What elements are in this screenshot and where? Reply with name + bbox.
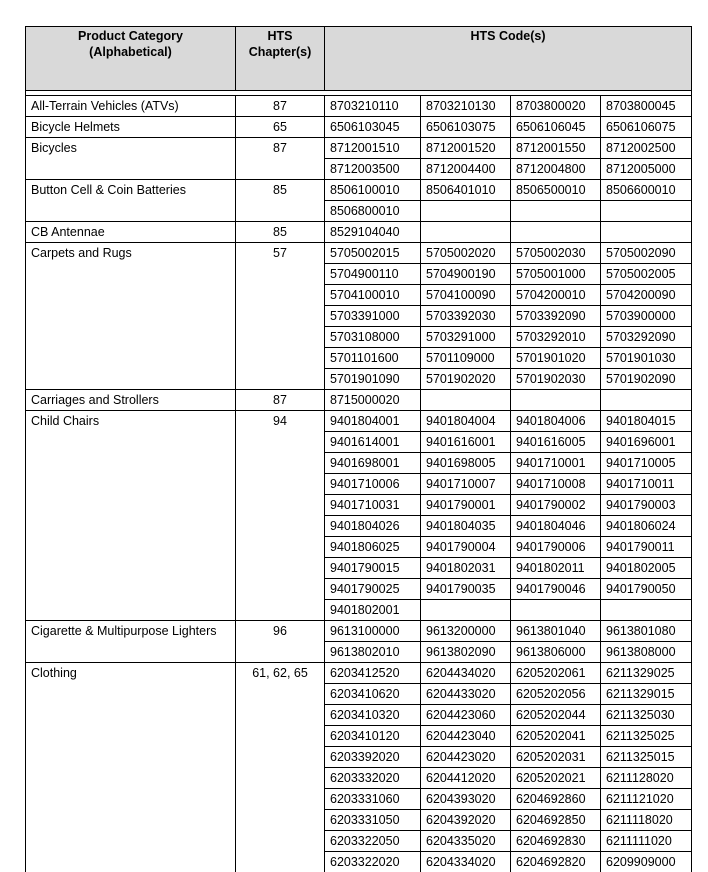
product-category-cell [26,747,236,768]
hts-code-cell: 9401616005 [511,432,601,453]
product-category-cell [26,516,236,537]
hts-code-cell: 6203331050 [325,810,421,831]
hts-code-cell: 8715000020 [325,390,421,411]
hts-code-cell: 9401790035 [421,579,511,600]
hts-code-cell: 6209909000 [601,852,692,872]
hts-code-cell: 6506106075 [601,117,692,138]
table-row [26,222,692,243]
hts-code-cell: 5705002005 [601,264,692,285]
hts-table-container [25,26,692,872]
product-category-cell [26,453,236,474]
hts-code-cell [601,222,692,243]
hts-code-cell: 5705002090 [601,243,692,264]
product-category-cell [26,369,236,390]
hts-code-cell: 6203410120 [325,726,421,747]
hts-code-cell: 6204392020 [421,810,511,831]
hts-code-cell: 6506103075 [421,117,511,138]
hts-code-cell: 9401806024 [601,516,692,537]
hts-chapter-cell [236,327,325,348]
hts-chapter-cell: 94 [236,411,325,432]
table-row [26,243,692,264]
table-row-continuation [26,453,692,474]
product-category-cell [26,327,236,348]
hts-chapter-cell [236,537,325,558]
hts-code-cell: 9613801040 [511,621,601,642]
table-row-continuation [26,369,692,390]
hts-chapter-cell [236,201,325,222]
hts-code-cell: 5705002015 [325,243,421,264]
hts-code-cell: 5704200090 [601,285,692,306]
product-category-cell: All-Terrain Vehicles (ATVs) [26,96,236,117]
hts-code-cell: 5703292090 [601,327,692,348]
table-row [26,663,692,684]
hts-chapter-cell [236,432,325,453]
hts-code-cell: 8712001550 [511,138,601,159]
hts-code-cell: 6205202044 [511,705,601,726]
hts-code-cell: 9401790046 [511,579,601,600]
hts-code-cell: 8506800010 [325,201,421,222]
hts-chapter-cell [236,789,325,810]
hts-code-cell: 6203412520 [325,663,421,684]
table-row-continuation [26,810,692,831]
hts-code-cell: 6203410320 [325,705,421,726]
hts-code-cell: 6211325030 [601,705,692,726]
hts-code-cell: 9401790006 [511,537,601,558]
header-hts-codes: HTS Code(s) [325,27,692,91]
hts-chapter-cell [236,810,325,831]
product-category-cell [26,600,236,621]
table-row-continuation [26,852,692,872]
product-category-cell [26,642,236,663]
product-category-cell [26,852,236,872]
hts-code-cell: 8506401010 [421,180,511,201]
hts-code-cell: 9401790015 [325,558,421,579]
hts-code-cell: 6211128020 [601,768,692,789]
product-category-cell [26,348,236,369]
product-category-cell [26,831,236,852]
header-category-line1: Product Category [78,29,183,43]
product-category-cell [26,201,236,222]
hts-chapter-cell [236,348,325,369]
hts-code-cell [601,600,692,621]
hts-chapter-cell [236,306,325,327]
hts-code-cell: 6205202031 [511,747,601,768]
hts-code-cell: 5705001000 [511,264,601,285]
hts-chapter-cell [236,831,325,852]
product-category-cell [26,306,236,327]
table-row-continuation [26,684,692,705]
header-chapter-line2: Chapter(s) [249,45,312,59]
hts-chapter-cell [236,495,325,516]
hts-chapter-cell [236,579,325,600]
table-row-continuation [26,726,692,747]
hts-code-cell [421,390,511,411]
hts-chapter-cell: 87 [236,138,325,159]
table-row-continuation [26,600,692,621]
hts-code-cell: 9401804035 [421,516,511,537]
hts-code-cell: 6204692830 [511,831,601,852]
table-row-continuation [26,201,692,222]
hts-code-cell: 5703392090 [511,306,601,327]
table-row-continuation [26,831,692,852]
hts-code-cell: 6204433020 [421,684,511,705]
hts-chapter-cell: 87 [236,390,325,411]
hts-code-cell: 8529104040 [325,222,421,243]
product-category-cell [26,432,236,453]
product-category-cell [26,810,236,831]
hts-code-cell: 9401710008 [511,474,601,495]
table-row-continuation [26,579,692,600]
table-row [26,96,692,117]
hts-code-cell: 9401802031 [421,558,511,579]
hts-chapter-cell [236,516,325,537]
hts-code-cell: 6203322020 [325,852,421,872]
hts-code-cell: 6204692820 [511,852,601,872]
hts-code-cell: 6204423060 [421,705,511,726]
product-category-cell: Bicycles [26,138,236,159]
hts-code-cell [421,201,511,222]
table-row-continuation [26,642,692,663]
product-category-cell [26,264,236,285]
hts-code-cell: 9613808000 [601,642,692,663]
hts-chapter-cell: 65 [236,117,325,138]
hts-code-cell: 9401698005 [421,453,511,474]
product-category-cell: Bicycle Helmets [26,117,236,138]
hts-code-cell: 9613806000 [511,642,601,663]
table-row-continuation [26,789,692,810]
hts-chapter-cell [236,768,325,789]
hts-code-cell: 9613801080 [601,621,692,642]
hts-code-cell: 9401698001 [325,453,421,474]
hts-code-cell: 5703900000 [601,306,692,327]
hts-code-cell: 5701109000 [421,348,511,369]
hts-code-cell: 8703210110 [325,96,421,117]
hts-code-cell: 8506100010 [325,180,421,201]
hts-chapter-cell: 85 [236,180,325,201]
hts-code-cell: 6203392020 [325,747,421,768]
product-category-cell: Child Chairs [26,411,236,432]
hts-code-cell: 9401696001 [601,432,692,453]
hts-chapter-cell [236,705,325,726]
hts-code-cell: 6204692860 [511,789,601,810]
hts-code-cell: 9401804046 [511,516,601,537]
hts-code-cell: 6204692850 [511,810,601,831]
hts-code-cell: 5704900190 [421,264,511,285]
hts-chapter-cell: 57 [236,243,325,264]
header-category-line2: (Alphabetical) [89,45,172,59]
product-category-cell [26,768,236,789]
hts-code-cell: 5701901020 [511,348,601,369]
table-row [26,621,692,642]
header-chapter-line1: HTS [268,29,293,43]
hts-code-cell: 6211329015 [601,684,692,705]
hts-code-cell: 9401710001 [511,453,601,474]
hts-chapter-cell [236,684,325,705]
hts-code-cell: 9401802001 [325,600,421,621]
hts-code-cell: 8712004400 [421,159,511,180]
hts-code-cell: 8712005000 [601,159,692,180]
hts-code-cell: 8703800045 [601,96,692,117]
hts-code-cell: 9401790050 [601,579,692,600]
table-row [26,411,692,432]
hts-code-cell [511,390,601,411]
product-category-cell: Carpets and Rugs [26,243,236,264]
hts-code-cell: 5704900110 [325,264,421,285]
hts-chapter-cell: 61, 62, 65 [236,663,325,684]
product-category-cell [26,474,236,495]
hts-code-cell: 6203331060 [325,789,421,810]
hts-chapter-cell [236,726,325,747]
hts-code-cell: 9613802010 [325,642,421,663]
hts-code-cell: 5701901030 [601,348,692,369]
hts-code-cell: 9401790001 [421,495,511,516]
hts-code-cell: 6203322050 [325,831,421,852]
hts-code-cell: 9401790025 [325,579,421,600]
hts-code-cell: 8506500010 [511,180,601,201]
hts-code-cell: 6205202056 [511,684,601,705]
table-row-continuation [26,516,692,537]
hts-code-cell: 6506106045 [511,117,601,138]
hts-code-cell: 8712003500 [325,159,421,180]
hts-code-cell: 9401804001 [325,411,421,432]
table-row-continuation [26,474,692,495]
hts-chapter-cell [236,285,325,306]
header-hts-chapters [236,27,325,91]
hts-chapter-cell: 87 [236,96,325,117]
table-row-continuation [26,159,692,180]
hts-code-cell [601,390,692,411]
product-category-cell [26,705,236,726]
hts-code-cell: 9401616001 [421,432,511,453]
table-row-continuation [26,747,692,768]
hts-chapter-cell: 96 [236,621,325,642]
hts-code-cell: 6205202021 [511,768,601,789]
hts-code-cell: 5701901090 [325,369,421,390]
table-row-continuation [26,768,692,789]
hts-code-cell: 6204423020 [421,747,511,768]
hts-chapter-cell [236,852,325,872]
hts-code-cell: 5703291000 [421,327,511,348]
hts-chapter-cell [236,600,325,621]
table-row-continuation [26,327,692,348]
header-product-category [26,27,236,91]
hts-code-cell: 8712004800 [511,159,601,180]
hts-code-cell: 6204335020 [421,831,511,852]
hts-code-cell [421,600,511,621]
table-row-continuation [26,558,692,579]
hts-code-cell: 8506600010 [601,180,692,201]
hts-code-cell: 9401804006 [511,411,601,432]
hts-code-cell: 5703108000 [325,327,421,348]
hts-code-cell: 9401710006 [325,474,421,495]
hts-chapter-cell [236,264,325,285]
hts-code-cell: 9401790002 [511,495,601,516]
table-body [26,96,692,872]
hts-code-cell: 9401802011 [511,558,601,579]
hts-code-cell: 6211118020 [601,810,692,831]
table-row [26,180,692,201]
table-row-continuation [26,537,692,558]
hts-code-cell: 6211111020 [601,831,692,852]
product-category-cell [26,495,236,516]
hts-code-cell: 9401804004 [421,411,511,432]
hts-code-cell: 9401710007 [421,474,511,495]
hts-code-cell: 5701902030 [511,369,601,390]
table-row-continuation [26,285,692,306]
hts-code-cell: 6506103045 [325,117,421,138]
product-category-cell [26,726,236,747]
hts-chapter-cell [236,474,325,495]
product-category-cell: Cigarette & Multipurpose Lighters [26,621,236,642]
hts-code-cell: 6203332020 [325,768,421,789]
hts-code-cell [421,222,511,243]
hts-code-cell: 9401790003 [601,495,692,516]
hts-chapter-cell [236,369,325,390]
hts-code-cell: 8703210130 [421,96,511,117]
hts-code-cell: 6203410620 [325,684,421,705]
hts-chapter-cell [236,159,325,180]
hts-code-cell: 9401806025 [325,537,421,558]
table-row-continuation [26,264,692,285]
hts-code-cell: 9613100000 [325,621,421,642]
hts-code-cell [601,201,692,222]
hts-code-cell: 6205202041 [511,726,601,747]
hts-code-cell: 9401614001 [325,432,421,453]
hts-code-cell: 5703392030 [421,306,511,327]
hts-code-cell: 5703292010 [511,327,601,348]
product-category-cell: Carriages and Strollers [26,390,236,411]
hts-code-cell: 6211121020 [601,789,692,810]
hts-code-cell: 8712001520 [421,138,511,159]
table-row-continuation [26,348,692,369]
hts-code-cell: 5705002020 [421,243,511,264]
hts-code-cell: 9401790004 [421,537,511,558]
product-category-cell [26,558,236,579]
table-row [26,390,692,411]
hts-code-cell: 9401804026 [325,516,421,537]
hts-code-cell: 8703800020 [511,96,601,117]
product-category-cell: Clothing [26,663,236,684]
product-category-cell: Button Cell & Coin Batteries [26,180,236,201]
product-category-cell [26,285,236,306]
product-category-cell [26,159,236,180]
hts-code-cell: 6204412020 [421,768,511,789]
hts-code-cell: 8712002500 [601,138,692,159]
hts-code-cell: 8712001510 [325,138,421,159]
hts-code-cell: 9401710005 [601,453,692,474]
hts-code-cell: 6204423040 [421,726,511,747]
hts-code-cell: 6205202061 [511,663,601,684]
hts-code-cell [511,600,601,621]
hts-code-cell: 9401802005 [601,558,692,579]
product-category-cell [26,537,236,558]
hts-code-cell: 9401710031 [325,495,421,516]
hts-code-cell: 6211329025 [601,663,692,684]
hts-chapter-cell [236,558,325,579]
hts-code-cell: 9401790011 [601,537,692,558]
hts-code-table [25,26,692,872]
product-category-cell [26,579,236,600]
product-category-cell: CB Antennae [26,222,236,243]
hts-code-cell: 9401710011 [601,474,692,495]
hts-code-cell [511,222,601,243]
product-category-cell [26,789,236,810]
hts-code-cell: 6211325025 [601,726,692,747]
table-row [26,117,692,138]
hts-code-cell: 6204334020 [421,852,511,872]
hts-code-cell: 6211325015 [601,747,692,768]
hts-code-cell: 9613802090 [421,642,511,663]
hts-code-cell: 9613200000 [421,621,511,642]
hts-code-cell: 9401804015 [601,411,692,432]
hts-code-cell: 5704100010 [325,285,421,306]
hts-chapter-cell [236,747,325,768]
hts-code-cell: 5701902090 [601,369,692,390]
hts-chapter-cell: 85 [236,222,325,243]
hts-code-cell: 5703391000 [325,306,421,327]
hts-code-cell: 6204434020 [421,663,511,684]
hts-code-cell: 6204393020 [421,789,511,810]
hts-code-cell: 5705002030 [511,243,601,264]
hts-chapter-cell [236,642,325,663]
hts-code-cell: 5704200010 [511,285,601,306]
table-row-continuation [26,432,692,453]
table-header [26,27,692,96]
table-row-continuation [26,705,692,726]
hts-code-cell: 5704100090 [421,285,511,306]
table-row-continuation [26,306,692,327]
table-row-continuation [26,495,692,516]
table-row [26,138,692,159]
product-category-cell [26,684,236,705]
hts-code-cell [511,201,601,222]
hts-code-cell: 5701902020 [421,369,511,390]
hts-chapter-cell [236,453,325,474]
hts-code-cell: 5701101600 [325,348,421,369]
